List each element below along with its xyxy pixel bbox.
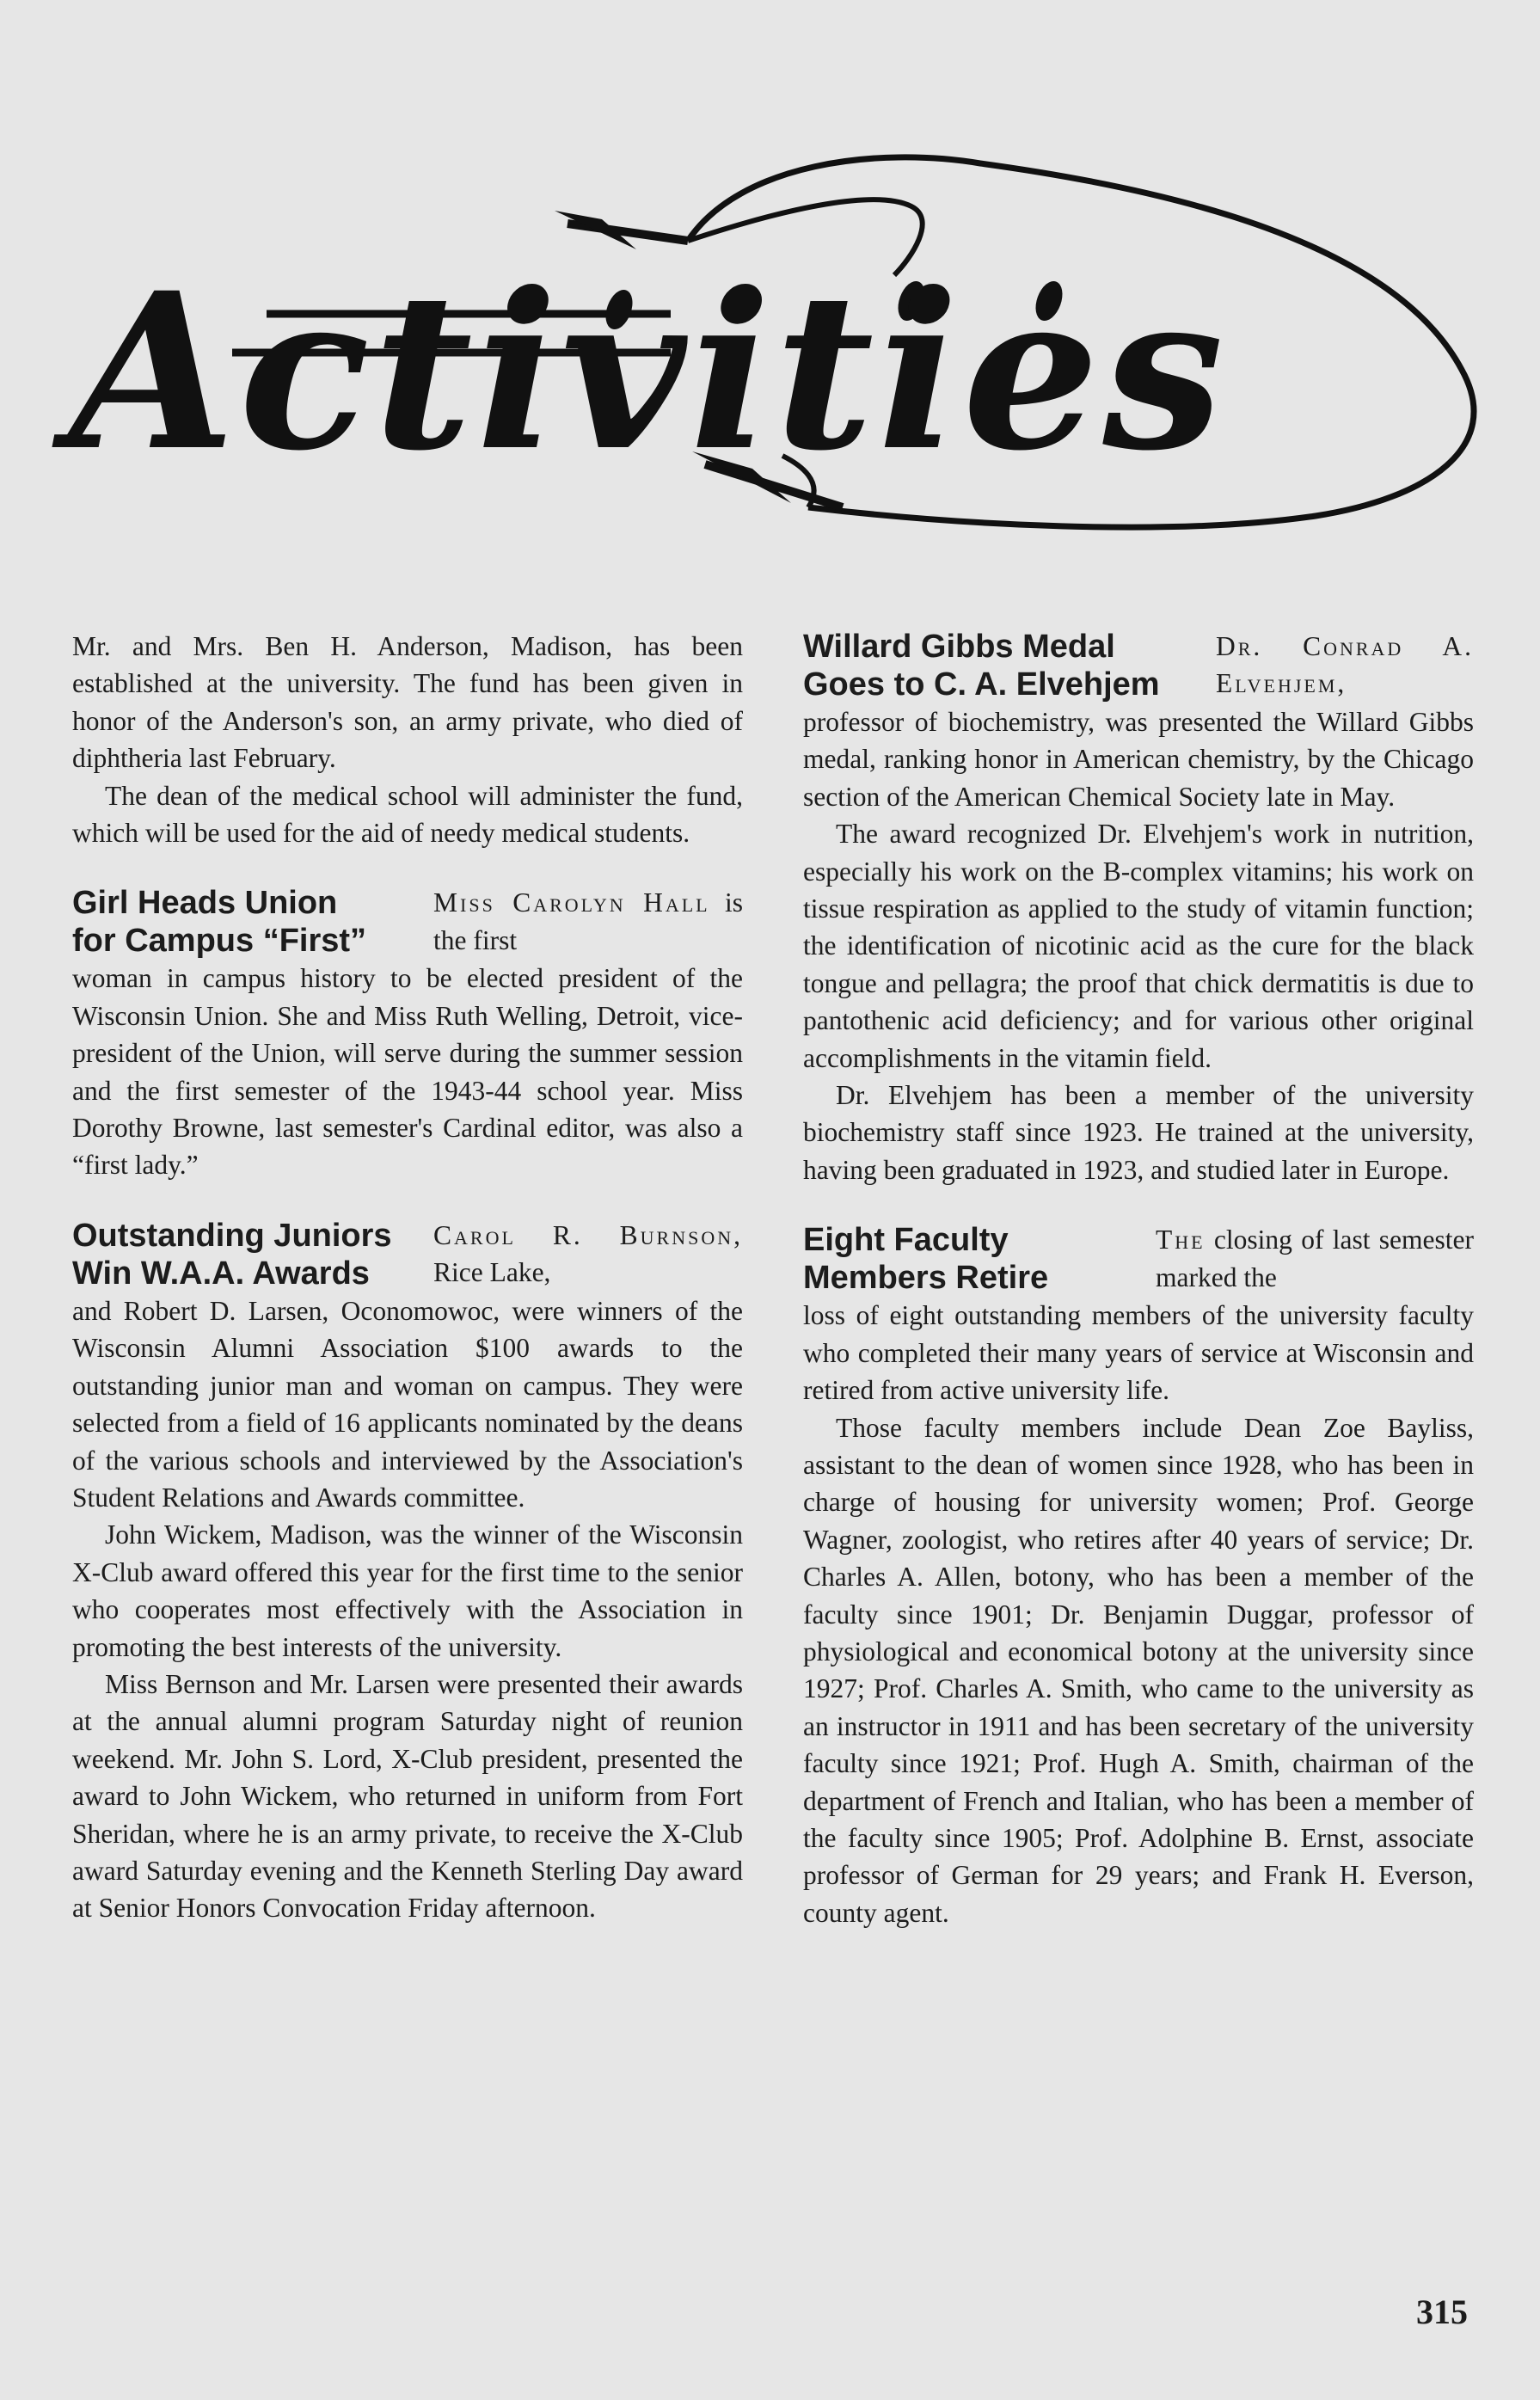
article-body: and Robert D. Larsen, Oconomowoc, were winners of the Wisconsin Alumni Association $100 awards to the outstanding junior man and woman on campus. They were selected from a field of 16 applicants nominated by the deans of the various schools and interviewed by the Association's Student Relations and Awards committee. [72,1295,743,1513]
article-paragraph: Those faculty members include Dean Zoe Bayliss, assistant to the dean of women since 1928, who has been in charge of housing for university women; Prof. George Wagner, zoologist, who retires after 40 years of service; Dr. Charles A. Allen, botony, who has been a member of the faculty since 1901; Dr. Benjamin Duggar, professor of physiological and economical botony at the university since 1927; Prof. Charles A. Smith, who came to the university as an instructor in 1911 and has been secretary of the university faculty since 1921; Prof. Hugh A. Smith, chairman of the department of French and Italian, who has been a member of the faculty since 1905; Prof. Adolphine B. Ernst, associate professor of German for 29 years; and Frank H. Everson, county agent. [803,1412,1474,1928]
article-girl-heads-union [72,884,743,1183]
banner-title: Activities [69,245,1228,498]
article-lead: Miss Carolyn Hall is the first [433,887,743,955]
swoosh-arrow-icon [52,138,1496,602]
article-lead: Dr. Conrad A. Elvehjem, [1216,631,1474,699]
article-lead: The closing of last semester marked the [1156,1225,1474,1292]
article-lead: Carol R. Burnson, Rice Lake, [433,1219,743,1288]
article-headline: Eight Faculty Members Retire [803,1222,1049,1297]
article-body: woman in campus history to be elected president of the Wisconsin Union. She and Miss Ruth Welling, Detroit, vice-president of the Union, will serve during the summer session and the first semester of the 1943-44 school year. Miss Dorothy Browne, last semester's Cardinal editor, was also a “first lady.” [72,963,743,1181]
article-headline: Girl Heads Union for Campus “First” [72,885,367,960]
article-paragraph: John Wickem, Madison, was the winner of the Wisconsin X-Club award offered this year for the first time to the senior who cooperates most effectively with the Association in promoting the best interests of the university. [72,1519,743,1662]
article-paragraph: Dr. Elvehjem has been a member of the university biochemistry staff since 1923. He trained at the university, having been graduated in 1923, and studied later in Europe. [803,1080,1474,1185]
article-outstanding-juniors [72,1217,743,1927]
article-headline: Willard Gibbs Medal Goes to C. A. Elvehjem [803,629,1160,703]
continued-paragraph: Mr. and Mrs. Ben H. Anderson, Madison, has been established at the university. The fund has been given in honor of the Anderson's son, an army private, who died of diphtheria last February. [72,631,743,774]
continued-paragraph: The dean of the medical school will administer the fund, which will be used for the aid of needy medical students. [72,780,743,849]
page-number: 315 [1416,2293,1468,2331]
article-body: professor of biochemistry, was presented the Willard Gibbs medal, ranking honor in American chemistry, by the Chicago section of the American Chemical Society late in May. [803,707,1474,812]
article-paragraph: Miss Bernson and Mr. Larsen were presented their awards at the annual alumni program Saturday night of reunion weekend. Mr. John S. Lord, X-Club president, presented the award to John Wickem, who returned in uniform from Fort Sheridan, where he is an army private, to receive the X-Club award Saturday evening and the Kenneth Sterling Day award at Senior Honors Convocation Friday afternoon. [72,1668,743,1924]
article-eight-faculty-retire [803,1221,1474,1931]
article-body: loss of eight outstanding members of the university faculty who completed their many years of service at Wisconsin and retired from active university life. [803,1300,1474,1406]
activities-banner [52,138,1496,602]
left-column [72,628,743,1927]
right-column [803,628,1474,1931]
article-headline: Outstanding Juniors Win W.A.A. Awards [72,1217,392,1292]
article-paragraph: The award recognized Dr. Elvehjem's work in nutrition, especially his work on the B-complex vitamins; his work on tissue respiration as applied to the study of vitamin function; the identification of nicotinic acid as the cure for the black tongue and pellagra; the proof that chick dermatitis is due to pantothenic acid deficiency; and for various other original accomplishments in the vitamin field. [803,819,1474,1073]
article-willard-gibbs-medal [803,628,1474,1188]
